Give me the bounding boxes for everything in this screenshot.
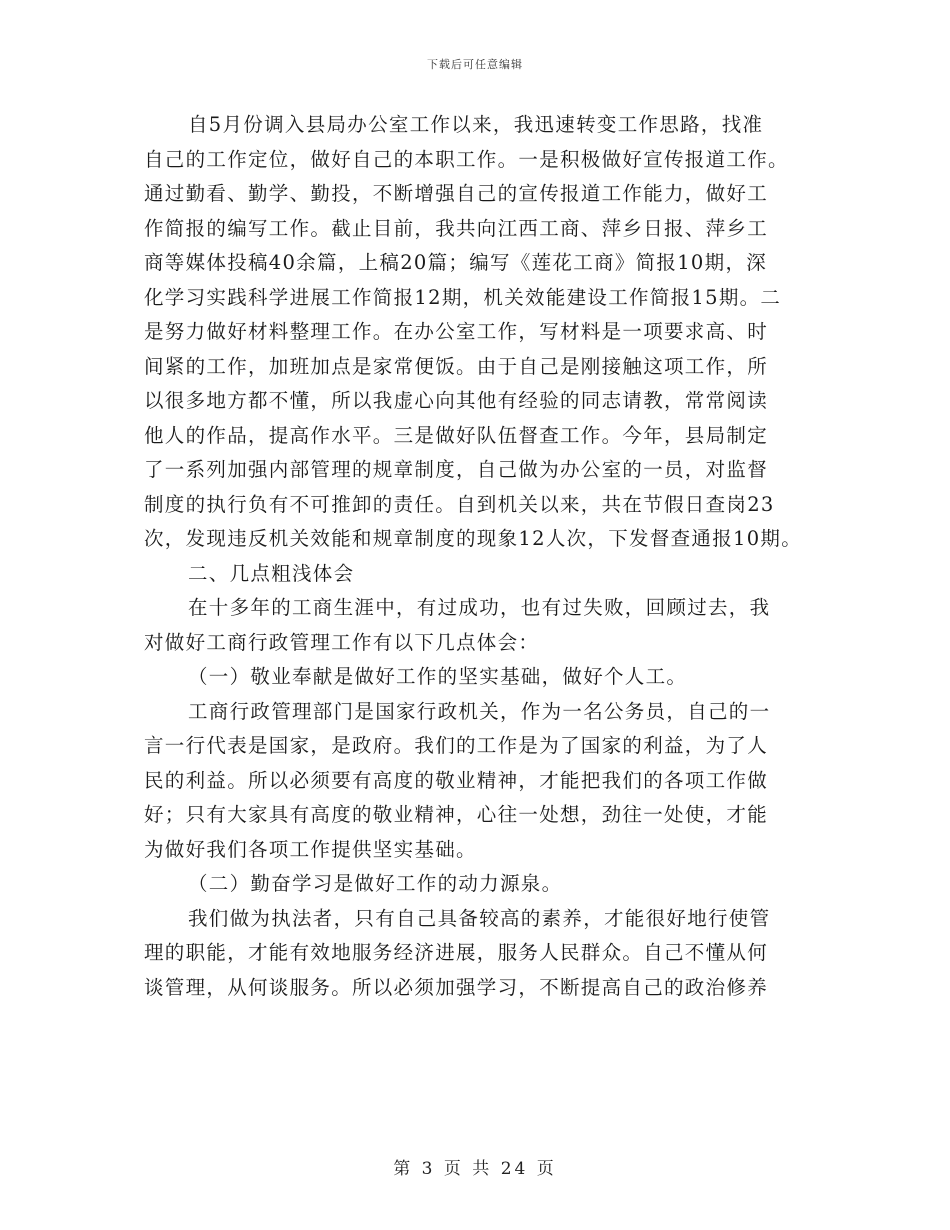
page-header-note: 下载后可任意编辑: [427, 58, 523, 71]
body-line: 自己的工作定位，做好自己的本职工作。一是积极做好宣传报道工作。: [144, 147, 789, 171]
section-heading: 二、几点粗浅体会: [188, 561, 355, 585]
body-line: 理的职能，才能有效地服务经济进展，服务人民群众。自己不懂从何: [144, 941, 769, 964]
body-line: 言一行代表是国家，是政府。我们的工作是为了国家的利益，为了人: [144, 734, 769, 757]
body-line: 是努力做好材料整理工作。在办公室工作，写材料是一项要求高、时: [144, 320, 769, 343]
body-line: 工商行政管理部门是国家行政机关，作为一名公务员，自己的一: [188, 699, 771, 723]
body-line: 制度的执行负有不可推卸的责任。自到机关以来，共在节假日查岗23: [144, 492, 775, 516]
document-body: [144, 108, 814, 1005]
body-line: 我们做为执法者，只有自己具备较高的素养，才能很好地行使管: [188, 906, 771, 930]
body-line: 对做好工商行政管理工作有以下几点体会：: [144, 630, 540, 654]
body-line: 在十多年的工商生涯中，有过成功，也有过失败，回顾过去，我: [188, 596, 771, 619]
body-line: 化学习实践科学进展工作简报12期，机关效能建设工作简报15期。二: [144, 285, 782, 309]
body-line: 商等媒体投稿40余篇，上稿20篇；编写《莲花工商》简报10期，深: [144, 251, 768, 274]
body-line: 为做好我们各项工作提供坚实基础。: [144, 837, 477, 861]
body-line: 作简报的编写工作。截止目前，我共向江西工商、萍乡日报、萍乡工: [144, 216, 769, 240]
body-line: 民的利益。所以必须要有高度的敬业精神，才能把我们的各项工作做: [144, 768, 769, 792]
body-line: 了一系列加强内部管理的规章制度，自己做为办公室的一员，对监督: [144, 458, 769, 481]
body-line: 好；只有大家具有高度的敬业精神，心往一处想，劲往一处使，才能: [144, 803, 769, 826]
body-line: 他人的作品，提高作水平。三是做好队伍督查工作。今年，县局制定: [144, 423, 769, 447]
subsection-heading: （二）勤奋学习是做好工作的动力源泉。: [188, 872, 563, 895]
body-line: 次，发现违反机关效能和规章制度的现象12人次，下发督查通报10期。: [144, 527, 803, 550]
body-line: 以很多地方都不懂，所以我虚心向其他有经验的同志请教，常常阅读: [144, 389, 769, 412]
body-line: 自5月份调入县局办公室工作以来，我迅速转变工作思路，找准: [188, 113, 764, 136]
body-line: 谈管理，从何谈服务。所以必须加强学习，不断提高自己的政治修养: [144, 975, 769, 999]
body-line: 通过勤看、勤学、勤投，不断增强自己的宣传报道工作能力，做好工: [144, 182, 769, 205]
page-number-footer: 第 3 页 共 24 页: [393, 1159, 557, 1179]
body-line: 间紧的工作，加班加点是家常便饭。由于自己是刚接触这项工作，所: [144, 354, 769, 378]
subsection-heading: （一）敬业奉献是做好工作的坚实基础，做好个人工。: [188, 665, 688, 688]
